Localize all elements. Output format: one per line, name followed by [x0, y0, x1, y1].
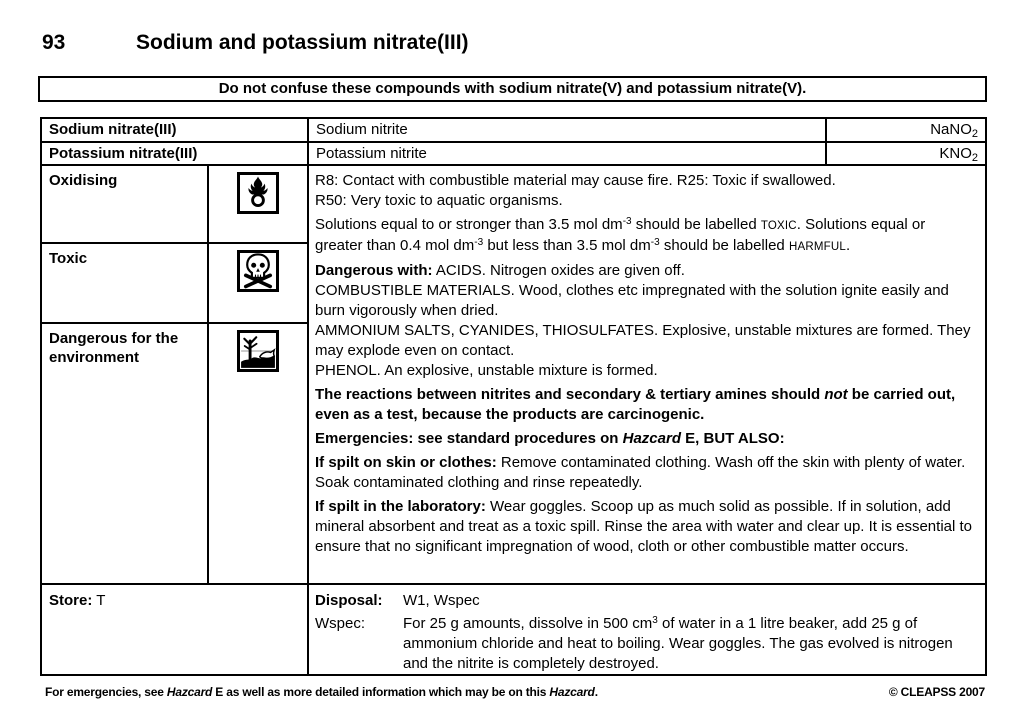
amines-warning: The reactions between nitrites and secondary & tertiary amines should not be carried out, even as a test, because the products are carcinogenic.: [315, 385, 956, 423]
oxidising-icon: [237, 172, 279, 214]
compound-name: Sodium nitrate(III): [42, 119, 309, 141]
emergencies-heading: Emergencies: see standard procedures on Hazcard E, BUT ALSO:: [315, 429, 785, 447]
spill-skin-procedure: If spilt on skin or clothes: Remove contaminated clothing. Wash off the skin with plenty of water. Soak contaminated clothing and rinse repeatedly.: [315, 453, 966, 491]
hazard-row-environment: [42, 324, 307, 583]
wspec-label: Wspec:: [315, 615, 366, 632]
disposal-cell: [309, 585, 985, 674]
card-number: 93: [42, 31, 66, 54]
hazard-row-oxidising: [42, 166, 307, 244]
warning-text: Do not confuse these compounds with sodium nitrate(V) and potassium nitrate(V).: [218, 80, 807, 97]
compound-formula: $KNO_2$: [939, 144, 978, 164]
solution-labelling: Solutions equal to or stronger than 3.5 mol $dm^{-3}$ should be labelled TOXIC. Solutions equal or greater than 0.4 mol $dm^{-3}$ but less than 3.5 mol $dm^{-3}$ should be labelled HARMFUL.: [315, 215, 926, 254]
risk-phrases: R8: Contact with combustible material may cause fire. R25: Toxic if swallowed. R50: Very toxic to aquatic organisms.: [315, 171, 836, 209]
store-disposal-row: [42, 585, 985, 674]
page-title: [42, 31, 469, 55]
hazard-row-toxic: [42, 244, 307, 324]
disposal-label: Disposal:: [315, 592, 383, 609]
compound-synonym: Potassium nitrite: [309, 143, 827, 164]
footer-emergency-note: For emergencies, see Hazcard E as well as more detailed information which may be on this Hazcard.: [45, 685, 598, 699]
skull-crossbones-icon: [237, 250, 279, 292]
hazard-icon-cell: [209, 166, 307, 242]
compound-name: Potassium nitrate(III): [42, 143, 309, 164]
hazard-label: Oxidising: [42, 166, 209, 242]
hazard-label: Dangerous for the environment: [42, 324, 209, 583]
hazard-icon-cell: [209, 324, 307, 583]
dead-tree-fish-icon: [237, 330, 279, 372]
store-code: Store: T: [42, 585, 309, 674]
hazard-information: [309, 166, 985, 583]
hazard-section: [42, 166, 985, 585]
warning-banner: [38, 76, 987, 102]
disposal-grid: [315, 591, 976, 674]
hazard-label: Toxic: [42, 244, 209, 322]
footer-copyright: © CLEAPSS 2007: [888, 685, 985, 699]
disposal-codes: W1, Wspec: [403, 592, 480, 609]
dangerous-with: Dangerous with: ACIDS. Nitrogen oxides are given off. COMBUSTIBLE MATERIALS. Wood, clothes etc impregnated with the solution ignite easily and burn vigorously when dried. AMMONIUM SALTS, CYANIDES, THIOSULFATES. Explosive, unstable mixtures are formed. They may explode even on contact. PHENOL. An explosive, unstable mixture is formed.: [315, 261, 971, 379]
card-title: Sodium and potassium nitrate(III): [136, 31, 469, 54]
compound-formula: NaNO$_2$: [930, 121, 978, 140]
hazcard-table: [40, 117, 987, 676]
table-row-sodium: [42, 119, 985, 143]
wspec-instructions: For 25 g amounts, dissolve in 500 $cm^3$ of water in a 1 litre beaker, add 25 g of ammonium chloride and heat to boiling. Wear goggles. The gas evolved is nitrogen and the nitrite is completely destroyed.: [403, 615, 953, 672]
spill-lab-procedure: If spilt in the laboratory: Wear goggles. Scoop up as much solid as possible. If in solution, add mineral absorbent and treat as a toxic spill. Rinse the area with water and clear up. It is essential to ensure that no significant impregnation of wood, cloth or other combustible matter occurs.: [315, 497, 973, 555]
compound-synonym: Sodium nitrite: [309, 119, 827, 141]
table-row-potassium: [42, 143, 985, 166]
page-footer: [45, 685, 985, 699]
hazard-icon-cell: [209, 244, 307, 322]
hazard-classifications: [42, 166, 309, 583]
